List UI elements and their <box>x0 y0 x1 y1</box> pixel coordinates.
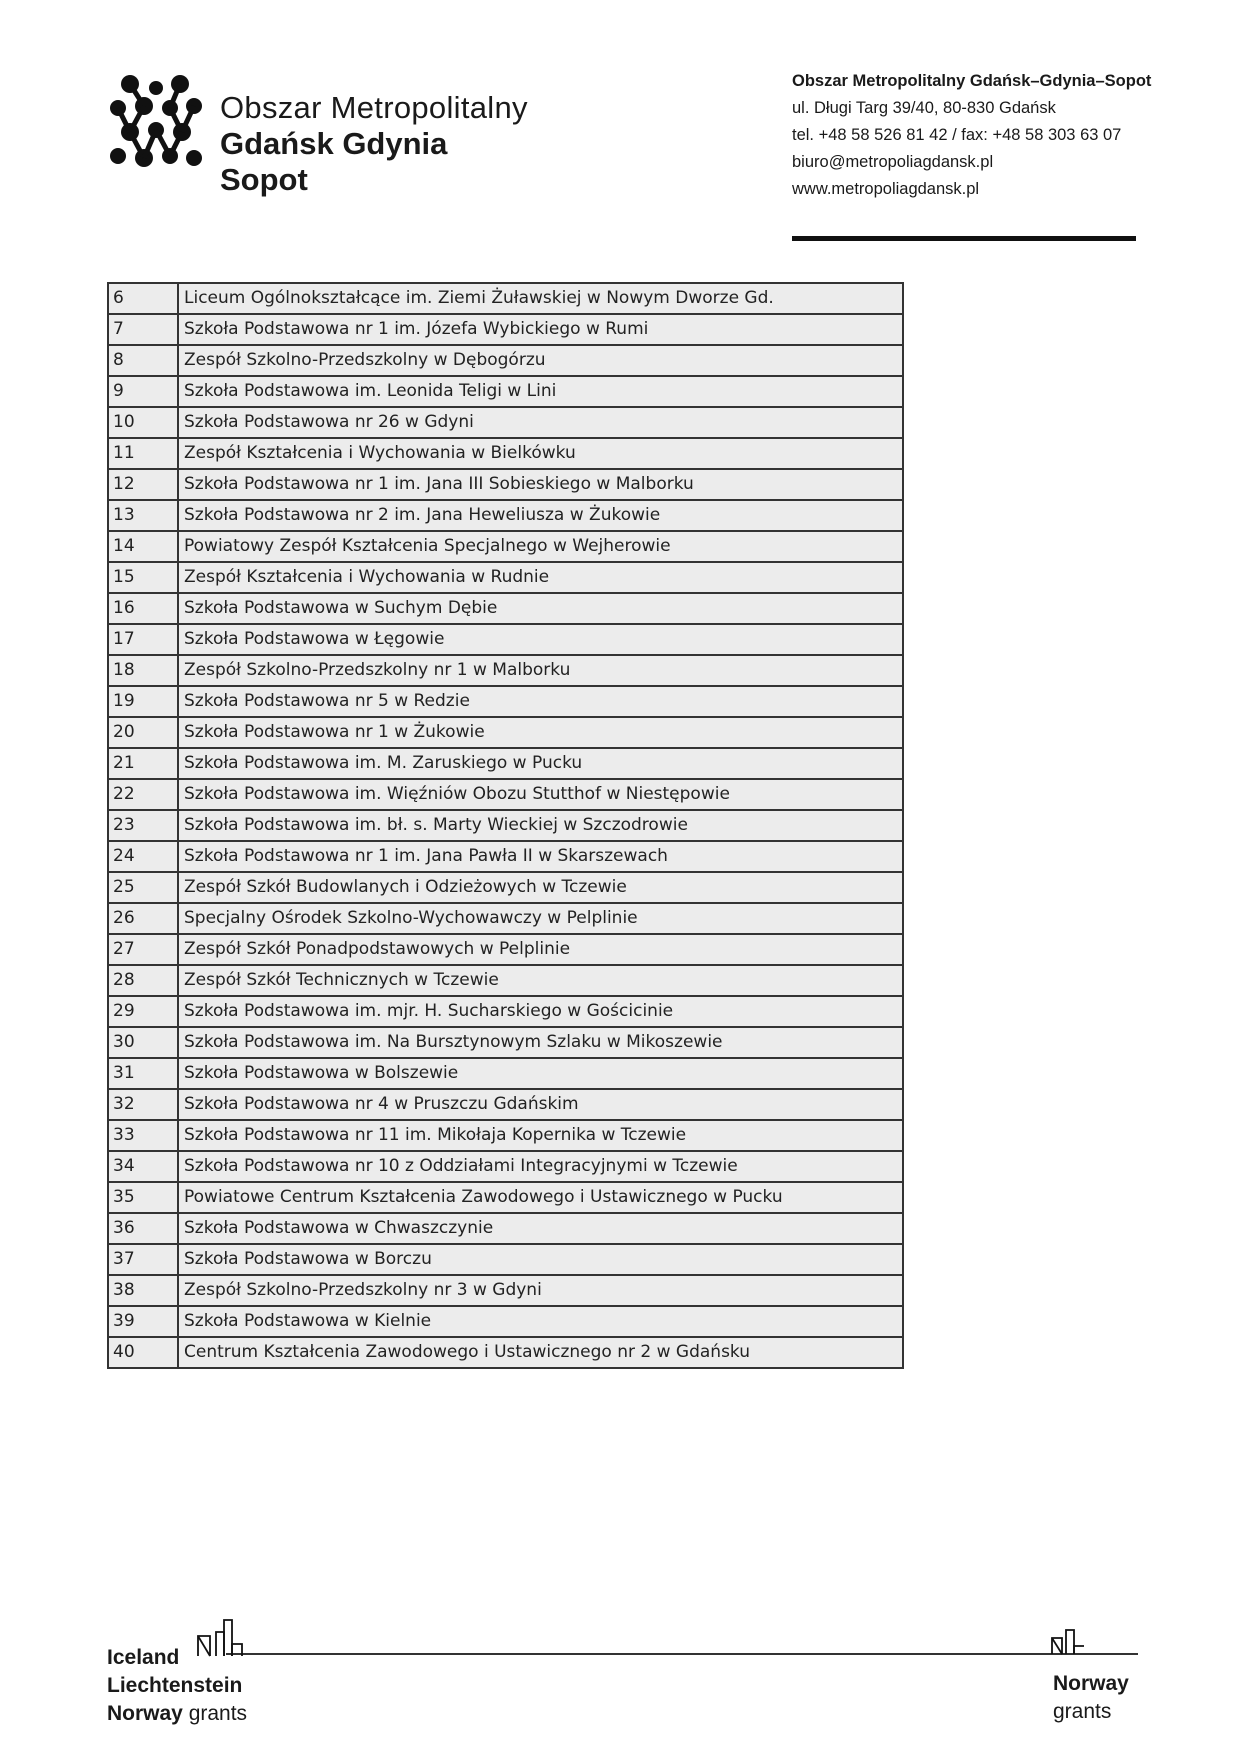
contact-block <box>792 68 1152 203</box>
school-name: Szkoła Podstawowa nr 1 w Żukowie <box>178 717 903 748</box>
school-number: 27 <box>108 934 178 965</box>
school-name: Szkoła Podstawowa w Borczu <box>178 1244 903 1275</box>
school-number: 35 <box>108 1182 178 1213</box>
eea-logo-norway: Norway <box>107 1702 183 1725</box>
school-name: Szkoła Podstawowa nr 26 w Gdyni <box>178 407 903 438</box>
logo-line-2: Gdańsk Gdynia Sopot <box>220 126 448 197</box>
table-row <box>108 1213 903 1244</box>
contact-phone: tel. +48 58 526 81 42 / fax: +48 58 303 63 07 <box>792 126 1122 144</box>
table-row <box>108 748 903 779</box>
school-name: Szkoła Podstawowa nr 2 im. Jana Heweliusza w Żukowie <box>178 500 903 531</box>
school-name: Szkoła Podstawowa w Bolszewie <box>178 1058 903 1089</box>
table-row <box>108 1244 903 1275</box>
table-row <box>108 903 903 934</box>
table-row <box>108 686 903 717</box>
school-name: Szkoła Podstawowa w Suchym Dębie <box>178 593 903 624</box>
school-number: 40 <box>108 1337 178 1368</box>
school-name: Szkoła Podstawowa nr 1 im. Jana Pawła II w Skarszewach <box>178 841 903 872</box>
table-row <box>108 717 903 748</box>
footer-divider <box>226 1653 1138 1655</box>
school-name: Specjalny Ośrodek Szkolno-Wychowawczy w Pelplinie <box>178 903 903 934</box>
school-name: Zespół Kształcenia i Wychowania w Rudnie <box>178 562 903 593</box>
school-number: 8 <box>108 345 178 376</box>
norway-logo-norway: Norway <box>1053 1672 1129 1695</box>
table-row <box>108 1182 903 1213</box>
table-row <box>108 872 903 903</box>
table-row <box>108 810 903 841</box>
contact-org: Obszar Metropolitalny Gdańsk–Gdynia–Sopot <box>792 72 1152 90</box>
school-number: 6 <box>108 283 178 314</box>
table-row <box>108 1151 903 1182</box>
school-number: 11 <box>108 438 178 469</box>
table-row <box>108 531 903 562</box>
table-row <box>108 283 903 314</box>
school-number: 14 <box>108 531 178 562</box>
school-name: Szkoła Podstawowa nr 1 im. Jana III Sobieskiego w Malborku <box>178 469 903 500</box>
school-number: 13 <box>108 500 178 531</box>
table-row <box>108 469 903 500</box>
school-number: 12 <box>108 469 178 500</box>
school-name: Szkoła Podstawowa w Kielnie <box>178 1306 903 1337</box>
school-number: 36 <box>108 1213 178 1244</box>
table-row <box>108 500 903 531</box>
school-number: 39 <box>108 1306 178 1337</box>
school-number: 16 <box>108 593 178 624</box>
table-row <box>108 996 903 1027</box>
school-number: 28 <box>108 965 178 996</box>
school-name: Szkoła Podstawowa w Chwaszczynie <box>178 1213 903 1244</box>
table-row <box>108 624 903 655</box>
table-row <box>108 376 903 407</box>
school-number: 10 <box>108 407 178 438</box>
school-number: 37 <box>108 1244 178 1275</box>
school-name: Szkoła Podstawowa nr 11 im. Mikołaja Kopernika w Tczewie <box>178 1120 903 1151</box>
school-number: 30 <box>108 1027 178 1058</box>
school-number: 21 <box>108 748 178 779</box>
school-number: 33 <box>108 1120 178 1151</box>
table-row <box>108 407 903 438</box>
table-row <box>108 1089 903 1120</box>
norway-grants-skyline-icon <box>1050 1628 1086 1656</box>
school-name: Powiatowe Centrum Kształcenia Zawodowego i Ustawicznego w Pucku <box>178 1182 903 1213</box>
eea-logo-liechtenstein: Liechtenstein <box>107 1674 243 1697</box>
table-row <box>108 1337 903 1368</box>
school-name: Szkoła Podstawowa im. bł. s. Marty Wieckiej w Szczodrowie <box>178 810 903 841</box>
school-name: Szkoła Podstawowa im. Leonida Teligi w Lini <box>178 376 903 407</box>
school-name: Szkoła Podstawowa nr 5 w Redzie <box>178 686 903 717</box>
contact-divider <box>792 236 1136 241</box>
school-name: Zespół Szkolno-Przedszkolny w Dębogórzu <box>178 345 903 376</box>
school-name: Szkoła Podstawowa im. Więźniów Obozu Stutthof w Niestępowie <box>178 779 903 810</box>
eea-grants-logo <box>107 1644 247 1728</box>
school-number: 17 <box>108 624 178 655</box>
school-number: 32 <box>108 1089 178 1120</box>
school-name: Szkoła Podstawowa nr 4 w Pruszczu Gdańskim <box>178 1089 903 1120</box>
table-row <box>108 779 903 810</box>
school-name: Szkoła Podstawowa im. Na Bursztynowym Szlaku w Mikoszewie <box>178 1027 903 1058</box>
school-number: 34 <box>108 1151 178 1182</box>
table-row <box>108 965 903 996</box>
eea-logo-grants: grants <box>182 1702 248 1725</box>
school-number: 38 <box>108 1275 178 1306</box>
school-name: Liceum Ogólnokształcące im. Ziemi Żuławskiej w Nowym Dworze Gd. <box>178 283 903 314</box>
table-row <box>108 1275 903 1306</box>
school-name: Zespół Szkolno-Przedszkolny nr 1 w Malborku <box>178 655 903 686</box>
metropolis-logo-text <box>220 90 528 198</box>
table-row <box>108 1027 903 1058</box>
footer <box>0 1600 1240 1754</box>
school-number: 15 <box>108 562 178 593</box>
eea-logo-iceland: Iceland <box>107 1646 180 1669</box>
school-number: 29 <box>108 996 178 1027</box>
table-row <box>108 841 903 872</box>
school-name: Szkoła Podstawowa nr 10 z Oddziałami Integracyjnymi w Tczewie <box>178 1151 903 1182</box>
school-number: 24 <box>108 841 178 872</box>
metropolis-logo-icon <box>108 74 204 170</box>
table-row <box>108 314 903 345</box>
school-number: 19 <box>108 686 178 717</box>
school-name: Szkoła Podstawowa w Łęgowie <box>178 624 903 655</box>
norway-grants-logo <box>1053 1670 1129 1726</box>
logo-line-1: Obszar Metropolitalny <box>220 90 528 125</box>
school-name: Centrum Kształcenia Zawodowego i Ustawicznego nr 2 w Gdańsku <box>178 1337 903 1368</box>
school-number: 22 <box>108 779 178 810</box>
school-name: Szkoła Podstawowa im. mjr. H. Sucharskiego w Gościcinie <box>178 996 903 1027</box>
table-row <box>108 1058 903 1089</box>
norway-logo-grants: grants <box>1053 1700 1112 1723</box>
school-number: 31 <box>108 1058 178 1089</box>
table-row <box>108 934 903 965</box>
table-row <box>108 562 903 593</box>
table-row <box>108 593 903 624</box>
school-name: Szkoła Podstawowa nr 1 im. Józefa Wybickiego w Rumi <box>178 314 903 345</box>
school-number: 25 <box>108 872 178 903</box>
school-list-body <box>108 283 903 1368</box>
school-name: Szkoła Podstawowa im. M. Zaruskiego w Pucku <box>178 748 903 779</box>
contact-address: ul. Długi Targ 39/40, 80-830 Gdańsk <box>792 99 1056 117</box>
school-number: 23 <box>108 810 178 841</box>
table-row <box>108 655 903 686</box>
school-number: 26 <box>108 903 178 934</box>
table-row <box>108 438 903 469</box>
school-number: 20 <box>108 717 178 748</box>
table-row <box>108 1306 903 1337</box>
school-number: 7 <box>108 314 178 345</box>
school-list-table <box>107 282 904 1369</box>
school-number: 9 <box>108 376 178 407</box>
table-row <box>108 345 903 376</box>
school-name: Zespół Szkół Ponadpodstawowych w Pelplinie <box>178 934 903 965</box>
contact-website[interactable]: www.metropoliagdansk.pl <box>792 180 980 198</box>
table-row <box>108 1120 903 1151</box>
school-name: Powiatowy Zespół Kształcenia Specjalnego w Wejherowie <box>178 531 903 562</box>
school-number: 18 <box>108 655 178 686</box>
school-name: Zespół Szkół Technicznych w Tczewie <box>178 965 903 996</box>
metropolis-logo <box>108 74 528 197</box>
school-name: Zespół Kształcenia i Wychowania w Bielkówku <box>178 438 903 469</box>
contact-email[interactable]: biuro@metropoliagdansk.pl <box>792 153 994 171</box>
school-name: Zespół Szkół Budowlanych i Odzieżowych w Tczewie <box>178 872 903 903</box>
school-name: Zespół Szkolno-Przedszkolny nr 3 w Gdyni <box>178 1275 903 1306</box>
